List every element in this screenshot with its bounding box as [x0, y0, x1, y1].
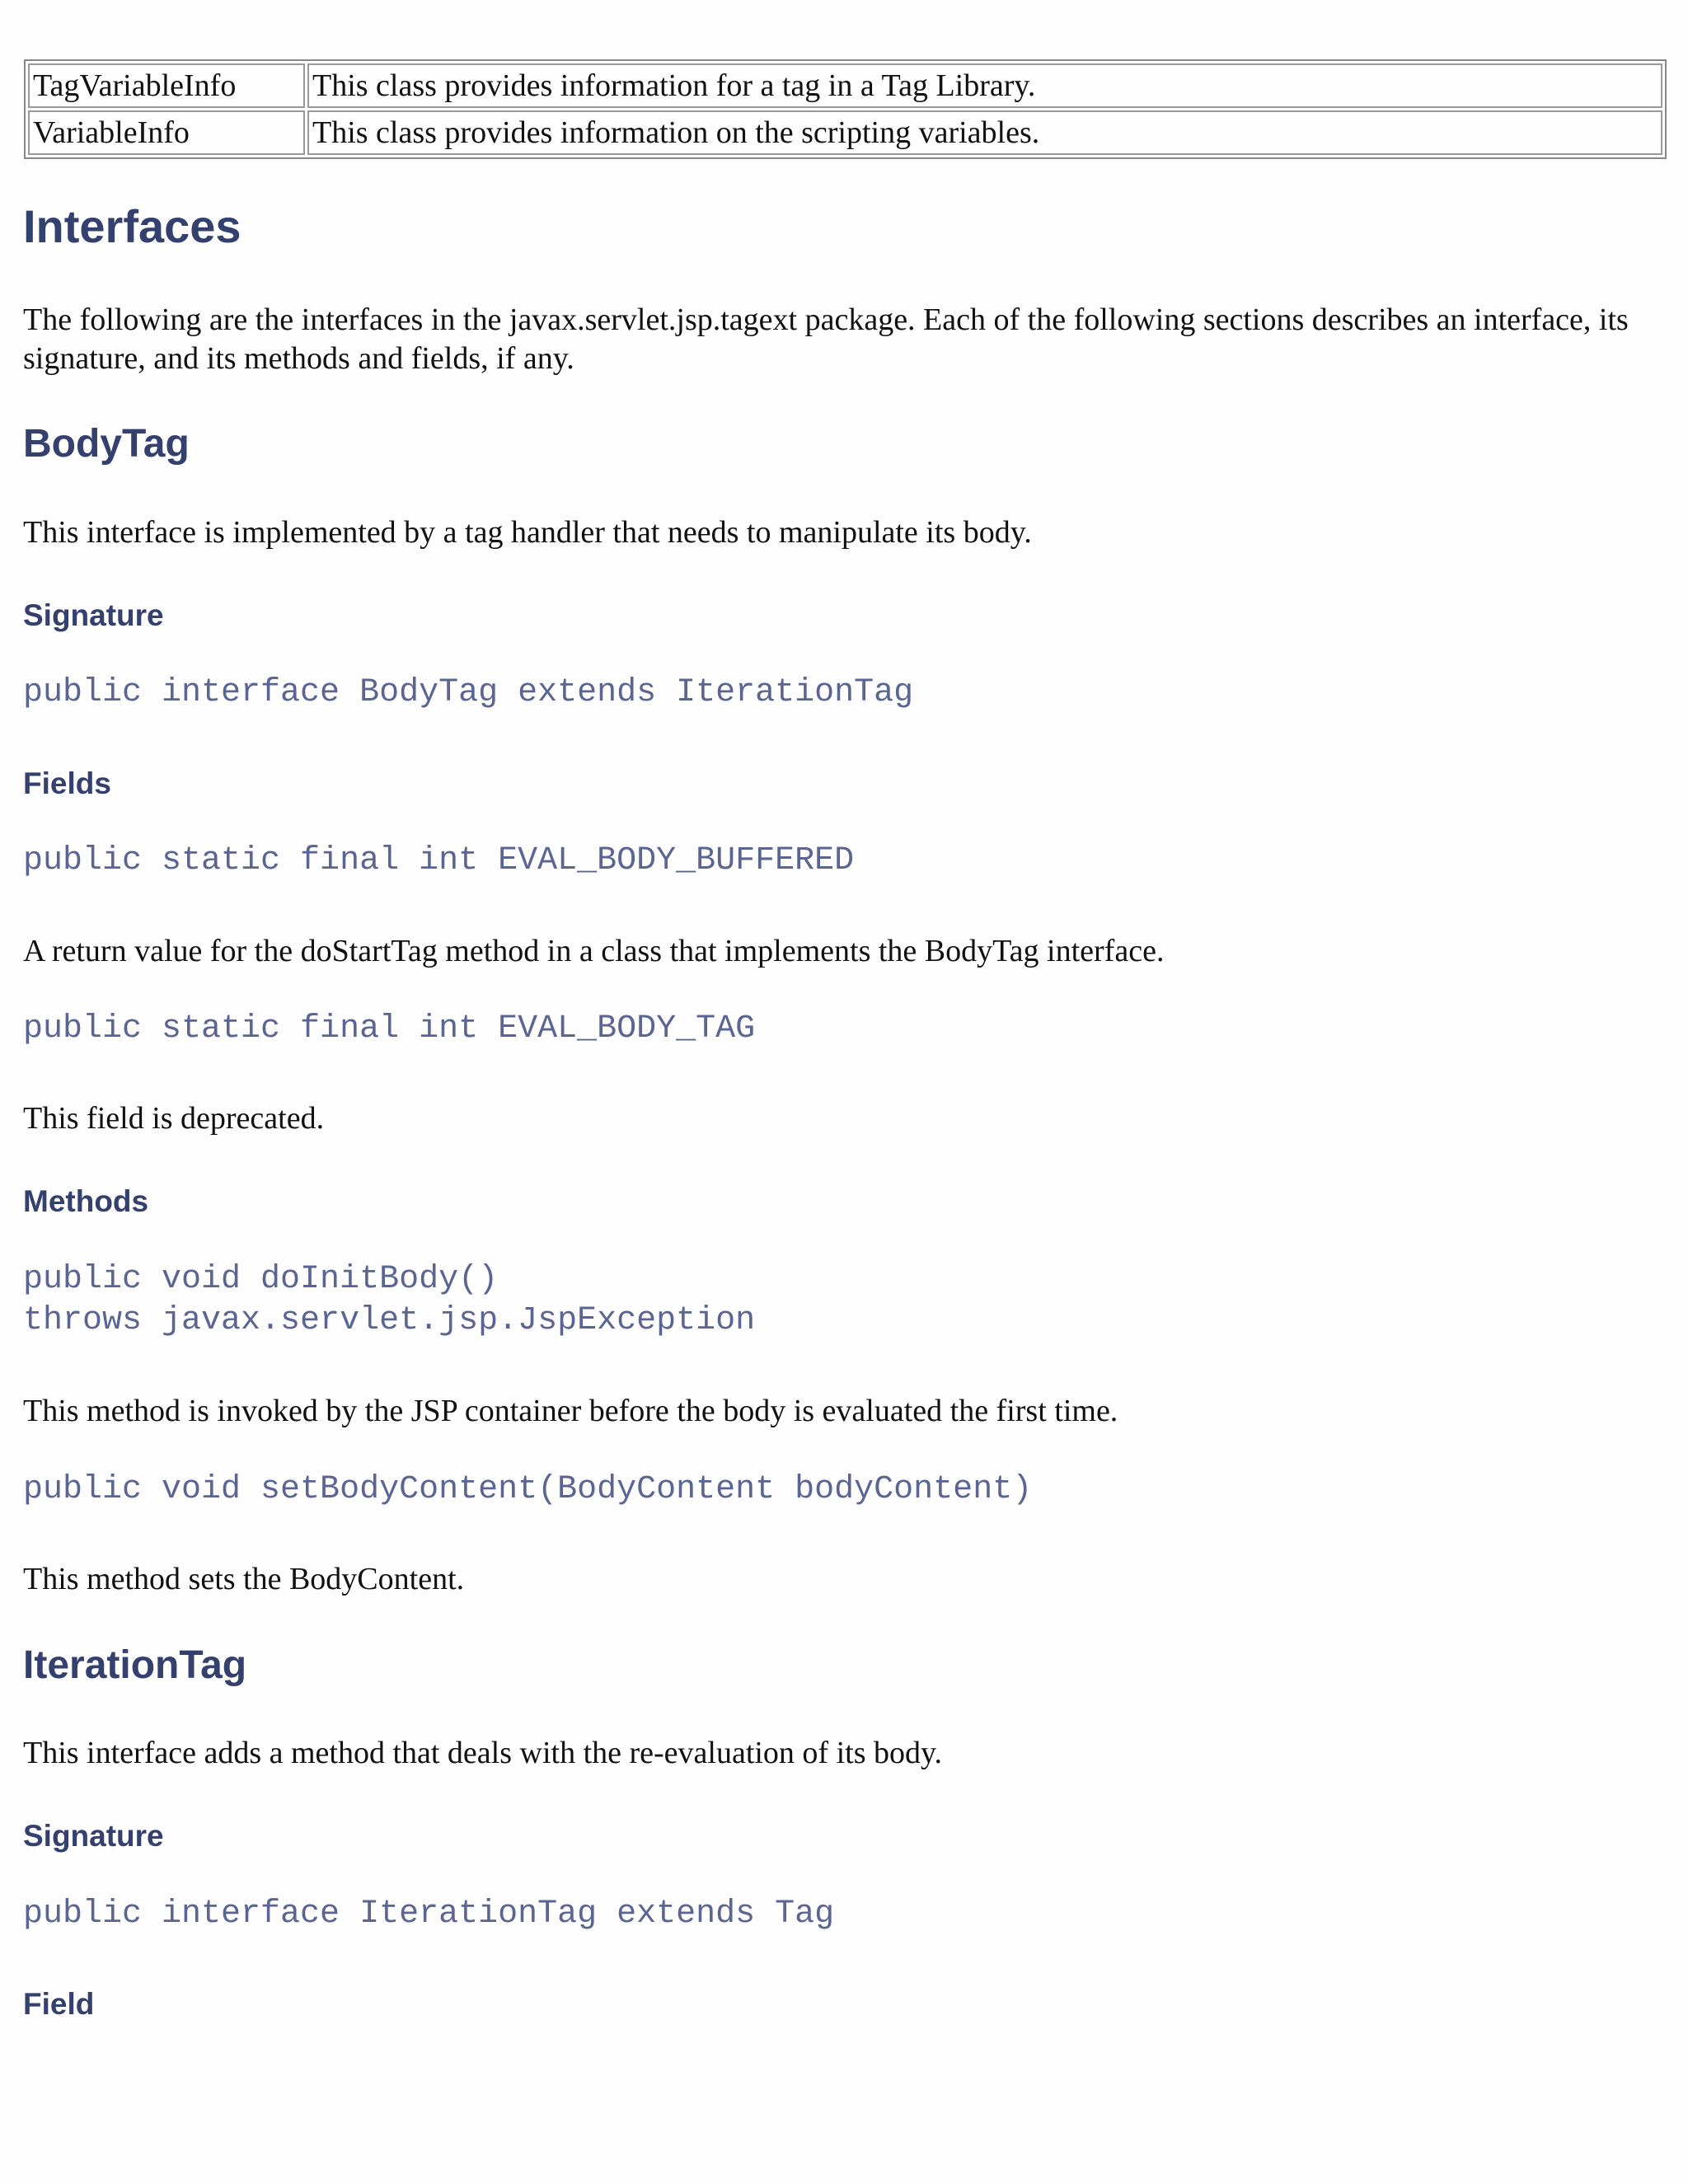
- bodytag-methods-heading: Methods: [23, 1184, 149, 1218]
- method-set-body-content-description: This method sets the BodyContent.: [23, 1562, 465, 1596]
- method-do-init-body-signature: public void doInitBody(): [23, 1261, 499, 1298]
- bodytag-signature-heading: Signature: [23, 598, 164, 632]
- table-row: [28, 110, 1662, 155]
- class-name-cell: TagVariableInfo: [28, 63, 305, 108]
- iterationtag-heading: IterationTag: [23, 1643, 247, 1687]
- bodytag-description: This interface is implemented by a tag handler that needs to manipulate its body.: [23, 515, 1032, 550]
- interfaces-heading: Interfaces: [23, 200, 241, 252]
- field-eval-body-buffered-code: public static final int EVAL_BODY_BUFFERED: [23, 842, 855, 879]
- field-eval-body-buffered-description: A return value for the doStartTag method in a class that implements the BodyTag interface.: [23, 934, 1165, 968]
- iterationtag-field-heading: Field: [23, 1987, 95, 2021]
- bodytag-signature-code: public interface BodyTag extends IterationTag: [23, 674, 914, 711]
- bodytag-heading: BodyTag: [23, 422, 190, 466]
- class-name-cell: VariableInfo: [28, 110, 305, 155]
- method-do-init-body-description: This method is invoked by the JSP container before the body is evaluated the first time.: [23, 1394, 1118, 1428]
- bodytag-fields-heading: Fields: [23, 766, 111, 800]
- class-description-cell: This class provides information on the scripting variables.: [307, 110, 1662, 155]
- interfaces-intro: The following are the interfaces in the javax.servlet.jsp.tagext package. Each of the following sections describes an interface, its signature, and its methods and fields, if any.: [23, 302, 1629, 376]
- field-eval-body-tag-description: This field is deprecated.: [23, 1101, 325, 1136]
- method-set-body-content-signature: public void setBodyContent(BodyContent bodyContent): [23, 1471, 1033, 1508]
- method-do-init-body-throws: throws javax.servlet.jsp.JspException: [23, 1302, 756, 1339]
- iterationtag-description: This interface adds a method that deals with the re-evaluation of its body.: [23, 1736, 943, 1770]
- iterationtag-signature-code: public interface IterationTag extends Tag: [23, 1896, 835, 1933]
- class-summary-table: [24, 59, 1667, 159]
- class-description-cell: This class provides information for a tag in a Tag Library.: [307, 63, 1662, 108]
- iterationtag-signature-heading: Signature: [23, 1819, 164, 1853]
- field-eval-body-tag-code: public static final int EVAL_BODY_TAG: [23, 1010, 756, 1047]
- table-row: [28, 63, 1662, 108]
